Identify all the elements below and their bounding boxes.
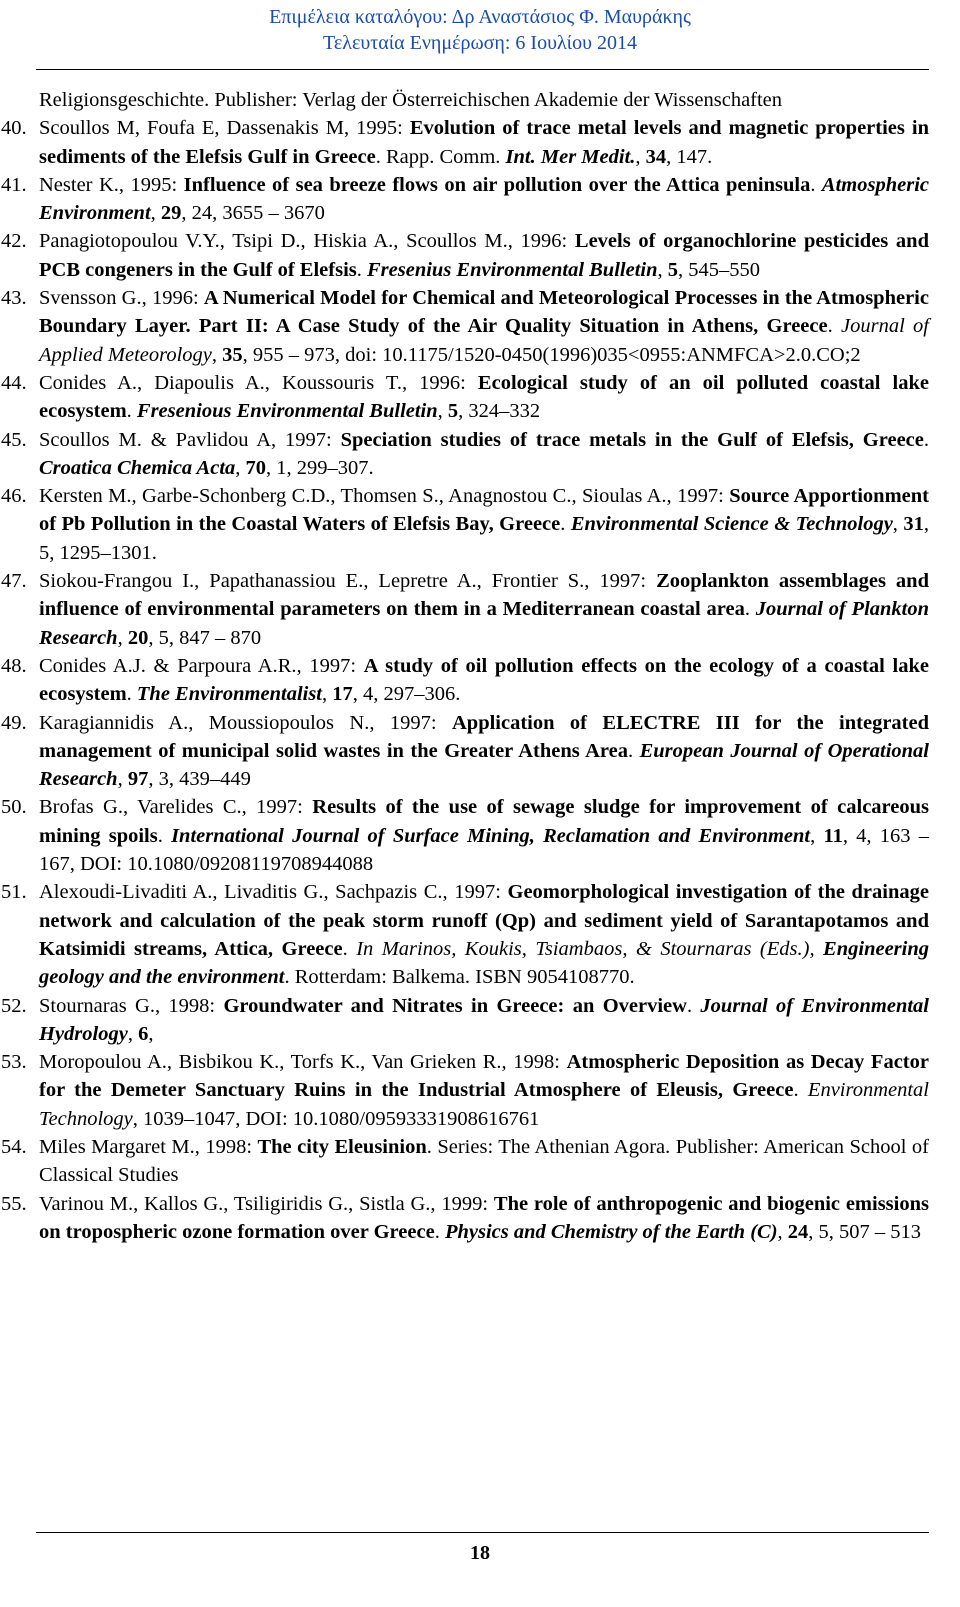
entry-punct: . Rapp. Comm. xyxy=(375,145,506,168)
entry-body xyxy=(39,426,929,483)
entry-body xyxy=(39,652,929,709)
entry-punct: . xyxy=(793,1079,808,1102)
reference-entry xyxy=(1,567,930,652)
entry-body xyxy=(39,992,929,1049)
reference-entry xyxy=(1,1190,929,1247)
entry-title: The city Eleusinion xyxy=(257,1135,427,1158)
entry-punct: , xyxy=(810,824,824,847)
entry-number: 41. xyxy=(1,173,27,196)
entry-body xyxy=(39,482,929,567)
entry-volume: 97 xyxy=(127,768,149,791)
entry-punct: . xyxy=(827,315,842,338)
entry-journal: Environmental Science & Technology xyxy=(570,513,893,536)
entry-punct: , xyxy=(777,1220,788,1243)
entry-authors: Panagiotopoulou V.Y., Tsipi D., Hiskia A., Scoullos M., 1996: xyxy=(39,230,575,253)
entry-volume: 34 xyxy=(645,145,667,168)
entry-authors: Moropoulou A., Bisbikou K., Torfs K., Van Grieken R., 1998: xyxy=(39,1051,567,1074)
reference-entry xyxy=(1,171,929,228)
entry-title: Speciation studies of trace metals in the Gulf of Elefsis, Greece xyxy=(340,428,924,451)
entry-authors: Conides A.J. & Parpoura A.R., 1997: xyxy=(39,654,364,677)
entry-body xyxy=(39,1048,929,1133)
header-editor-line: Επιμέλεια καταλόγου: Δρ Αναστάσιος Φ. Μαυράκης xyxy=(269,6,691,28)
reference-entry xyxy=(1,284,930,369)
entry-volume: 70 xyxy=(245,456,267,479)
entry-pages: , 324–332 xyxy=(458,400,541,423)
entry-volume: 11 xyxy=(823,824,843,847)
entry-punct: , xyxy=(322,683,333,706)
entry-journal: Journal of Plankton Research xyxy=(39,598,930,649)
entry-body xyxy=(39,1133,929,1190)
reference-entry xyxy=(1,992,930,1049)
entry-journal: Journal of Environmental Hydrology xyxy=(39,994,930,1045)
page-number: 18 xyxy=(470,1542,490,1564)
entry-body xyxy=(39,878,929,991)
entry-punct: , xyxy=(211,343,223,366)
reference-entry xyxy=(1,114,929,171)
entry-punct: . xyxy=(686,994,701,1017)
entry-number: 44. xyxy=(1,371,27,394)
entry-punct: , xyxy=(892,513,904,536)
entry-number: 53. xyxy=(1,1051,27,1074)
reference-entry xyxy=(1,1048,929,1133)
entry-number: 52. xyxy=(1,994,27,1017)
entry-punct: . xyxy=(560,513,571,536)
reference-entry xyxy=(1,426,929,483)
entry-pages: , 3, 439–449 xyxy=(148,768,251,791)
entry-volume: 6 xyxy=(138,1022,149,1045)
entry-title: Atmospheric Deposition as Decay Factor for the Demeter Sanctuary Ruins in the Industrial Atmosphere of Eleusis, Greece xyxy=(39,1051,929,1102)
entry-body xyxy=(39,709,929,794)
entry-volume: 20 xyxy=(127,626,149,649)
entry-journal: European Journal of Operational Research xyxy=(39,739,929,791)
entry-punct: , xyxy=(127,1022,139,1045)
entry-punct: . xyxy=(627,739,640,762)
entry-pages: , 1039–1047, DOI: 10.1080/09593331908616761 xyxy=(132,1107,540,1130)
entry-number: 42. xyxy=(1,230,27,253)
entry-pages: , 4, 163 – 167, DOI: 10.1080/09208119708944088 xyxy=(39,824,929,876)
entry-volume: 17 xyxy=(332,683,353,706)
entry-punct: , xyxy=(657,258,668,281)
entry-pages: , 4, 297–306. xyxy=(352,683,461,706)
reference-entry xyxy=(1,709,930,794)
entry-pages: , 1, 299–307. xyxy=(266,456,374,479)
entry-number: 40. xyxy=(1,117,27,140)
entry-volume: 31 xyxy=(903,513,924,536)
entry-punct: . xyxy=(434,1220,445,1243)
reference-entry xyxy=(1,878,929,991)
entry-pages: , 5, 507 – 513 xyxy=(808,1220,922,1243)
reference-entry xyxy=(1,1133,929,1190)
entry-journal: Physics and Chemistry of the Earth (C) xyxy=(444,1220,778,1243)
entry-title: Application of ELECTRE III for the integrated management of municipal solid wastes in the Greater Athens Area xyxy=(39,711,930,762)
entry-title: A study of oil pollution effects on the ecology of a coastal lake ecosystem xyxy=(39,654,929,706)
reference-list xyxy=(1,86,930,1246)
entry-pages: , 545–550 xyxy=(678,258,760,281)
continuation-text: Religionsgeschichte. Publisher: Verlag der Österreichischen Akademie der Wissenschaften xyxy=(39,89,783,111)
entry-journal: Environmental Technology xyxy=(39,1079,929,1130)
reference-entry xyxy=(1,793,929,878)
entry-title: A Numerical Model for Chemical and Meteorological Processes in the Atmospheric Boundary Layer. Part II: A Case Study of the Air Quality Situation in Athens, Greece xyxy=(39,287,929,338)
entry-authors: Alexoudi-Livaditi A., Livaditis G., Sachpazis C., 1997: xyxy=(39,881,508,904)
entry-title: Geomorphological investigation of the drainage network and calculation of the peak storm runoff (Qp) and sediment yield of Sarantapotamos and Katsimidi streams, Attica, Greece xyxy=(39,881,929,960)
header-updated-line: Τελευταία Ενημέρωση: 6 Ιουλίου 2014 xyxy=(323,32,637,54)
entry-pages: , xyxy=(148,1022,154,1045)
entry-authors: Conides A., Diapoulis A., Koussouris T., 1996: xyxy=(39,371,478,394)
entry-title: Levels of organochlorine pesticides and PCB congeners in the Gulf of Elefsis xyxy=(39,230,929,281)
entry-pages: , 24, 3655 – 3670 xyxy=(181,202,325,225)
reference-entry xyxy=(1,482,929,567)
page-header xyxy=(0,4,960,56)
entry-volume: Engineering geology and the environment xyxy=(39,937,929,989)
entry-authors: Nester K., 1995: xyxy=(39,173,184,196)
entry-body xyxy=(39,1190,929,1247)
entry-punct: . xyxy=(126,400,137,423)
entry-authors: Siokou-Frangou I., Papathanassiou E., Lepretre A., Frontier S., 1997: xyxy=(39,570,657,593)
entry-authors: Scoullos M. & Pavlidou A, 1997: xyxy=(39,428,341,451)
entry-number: 47. xyxy=(1,570,27,593)
entry-number: 55. xyxy=(1,1192,27,1215)
entry-punct: . xyxy=(126,683,137,706)
entry-volume: 5 xyxy=(667,258,678,281)
entry-journal: Fresenious Environmental Bulletin xyxy=(136,400,438,423)
entry-body xyxy=(39,171,929,228)
entry-number: 46. xyxy=(1,485,27,508)
reference-entry xyxy=(1,227,929,284)
entry-authors: Karagiannidis A., Moussiopoulos N., 1997: xyxy=(39,711,452,734)
entry-authors: Stournaras G., 1998: xyxy=(39,994,224,1017)
entry-journal: International Journal of Surface Mining, Reclamation and Environment xyxy=(171,824,811,847)
entry-volume: 35 xyxy=(222,343,243,366)
entry-body xyxy=(39,114,929,171)
entry-punct: . xyxy=(810,173,822,196)
entry-journal: Fresenius Environmental Bulletin xyxy=(367,258,658,281)
entry-punct: . xyxy=(356,258,367,281)
entry-authors: Brofas G., Varelides C., 1997: xyxy=(39,796,313,819)
entry-pages: , 5, 1295–1301. xyxy=(39,513,929,564)
entry-body xyxy=(39,227,929,284)
entry-journal: Atmospheric Environment xyxy=(39,173,929,225)
reference-entries xyxy=(1,114,930,1246)
entry-pages: , 147. xyxy=(666,145,713,168)
entry-authors: Miles Margaret M., 1998: xyxy=(39,1135,258,1158)
entry-body xyxy=(39,567,929,652)
entry-volume: 5 xyxy=(447,400,459,423)
entry-title: Influence of sea breeze flows on air pollution over the Attica peninsula xyxy=(183,173,811,196)
entry-authors: Varinou M., Kallos G., Tsiligiridis G., Sistla G., 1999: xyxy=(39,1192,494,1215)
entry-punct: . xyxy=(157,824,172,847)
reference-entry xyxy=(1,652,929,709)
entry-punct: , xyxy=(235,456,246,479)
entry-journal: Journal of Applied Meteorology xyxy=(39,315,930,366)
reference-entry xyxy=(1,369,929,426)
entry-punct: , xyxy=(635,145,646,168)
entry-title: Zooplankton assemblages and influence of environmental parameters on them in a Mediterranean coastal area xyxy=(39,570,929,621)
entry-number: 54. xyxy=(1,1135,27,1158)
entry-title: Groundwater and Nitrates in Greece: an Overview xyxy=(223,994,687,1017)
header-divider xyxy=(36,69,929,70)
entry-authors: Scoullos M, Foufa E, Dassenakis M, 1995: xyxy=(39,117,410,140)
entry-number: 49. xyxy=(1,711,27,734)
entry-journal: Int. Mer Medit. xyxy=(505,145,636,168)
entry-title: The role of anthropogenic and biogenic emissions on tropospheric ozone formation over Greece xyxy=(39,1192,929,1243)
entry-title: Ecological study of an oil polluted coastal lake ecosystem xyxy=(39,371,929,423)
entry-body xyxy=(39,793,929,878)
entry-punct: , xyxy=(437,400,448,423)
entry-volume: 24 xyxy=(787,1220,809,1243)
entry-journal: In Marinos, Koukis, Tsiambaos, & Stournaras (Eds.), xyxy=(356,937,824,960)
entry-number: 50. xyxy=(1,796,27,819)
entry-number: 43. xyxy=(1,287,27,310)
entry-title: Source Apportionment of Pb Pollution in the Coastal Waters of Elefsis Bay, Greece xyxy=(39,485,929,536)
entry-volume: 29 xyxy=(160,202,182,225)
entry-punct: . Series: The Athenian Agora. Publisher: American School of Classical Studies xyxy=(39,1135,929,1187)
entry-body xyxy=(39,284,929,369)
entry-number: 48. xyxy=(1,654,27,677)
entry-title: Results of the use of sewage sludge for improvement of calcareous mining spoils xyxy=(39,796,929,847)
entry-punct: , xyxy=(117,768,128,791)
entry-authors: Kersten M., Garbe-Schonberg C.D., Thomsen S., Anagnostou C., Sioulas A., 1997: xyxy=(39,485,730,508)
entry-journal: Croatica Chemica Acta xyxy=(39,456,236,479)
entry-authors: Svensson G., 1996: xyxy=(39,287,204,310)
entry-pages: . Rotterdam: Balkema. ISBN 9054108770. xyxy=(284,966,635,989)
entry-pages: , 5, 847 – 870 xyxy=(148,626,262,649)
entry-punct: . xyxy=(342,937,357,960)
entry-punct: , xyxy=(117,626,128,649)
entry-punct: . xyxy=(923,428,929,451)
entry-number: 51. xyxy=(1,881,27,904)
footer-divider xyxy=(36,1532,929,1533)
entry-title: Evolution of trace metal levels and magnetic properties in sediments of the Elefsis Gulf in Greece xyxy=(39,117,929,168)
entry-number: 45. xyxy=(1,428,27,451)
entry-journal: The Environmentalist xyxy=(136,683,323,706)
entry-pages: , 955 – 973, doi: 10.1175/1520-0450(1996)035<0955:ANMFCA>2.0.CO;2 xyxy=(242,343,861,366)
entry-punct: . xyxy=(744,598,756,621)
entry-punct: , xyxy=(150,202,161,225)
entry-body xyxy=(39,369,929,426)
